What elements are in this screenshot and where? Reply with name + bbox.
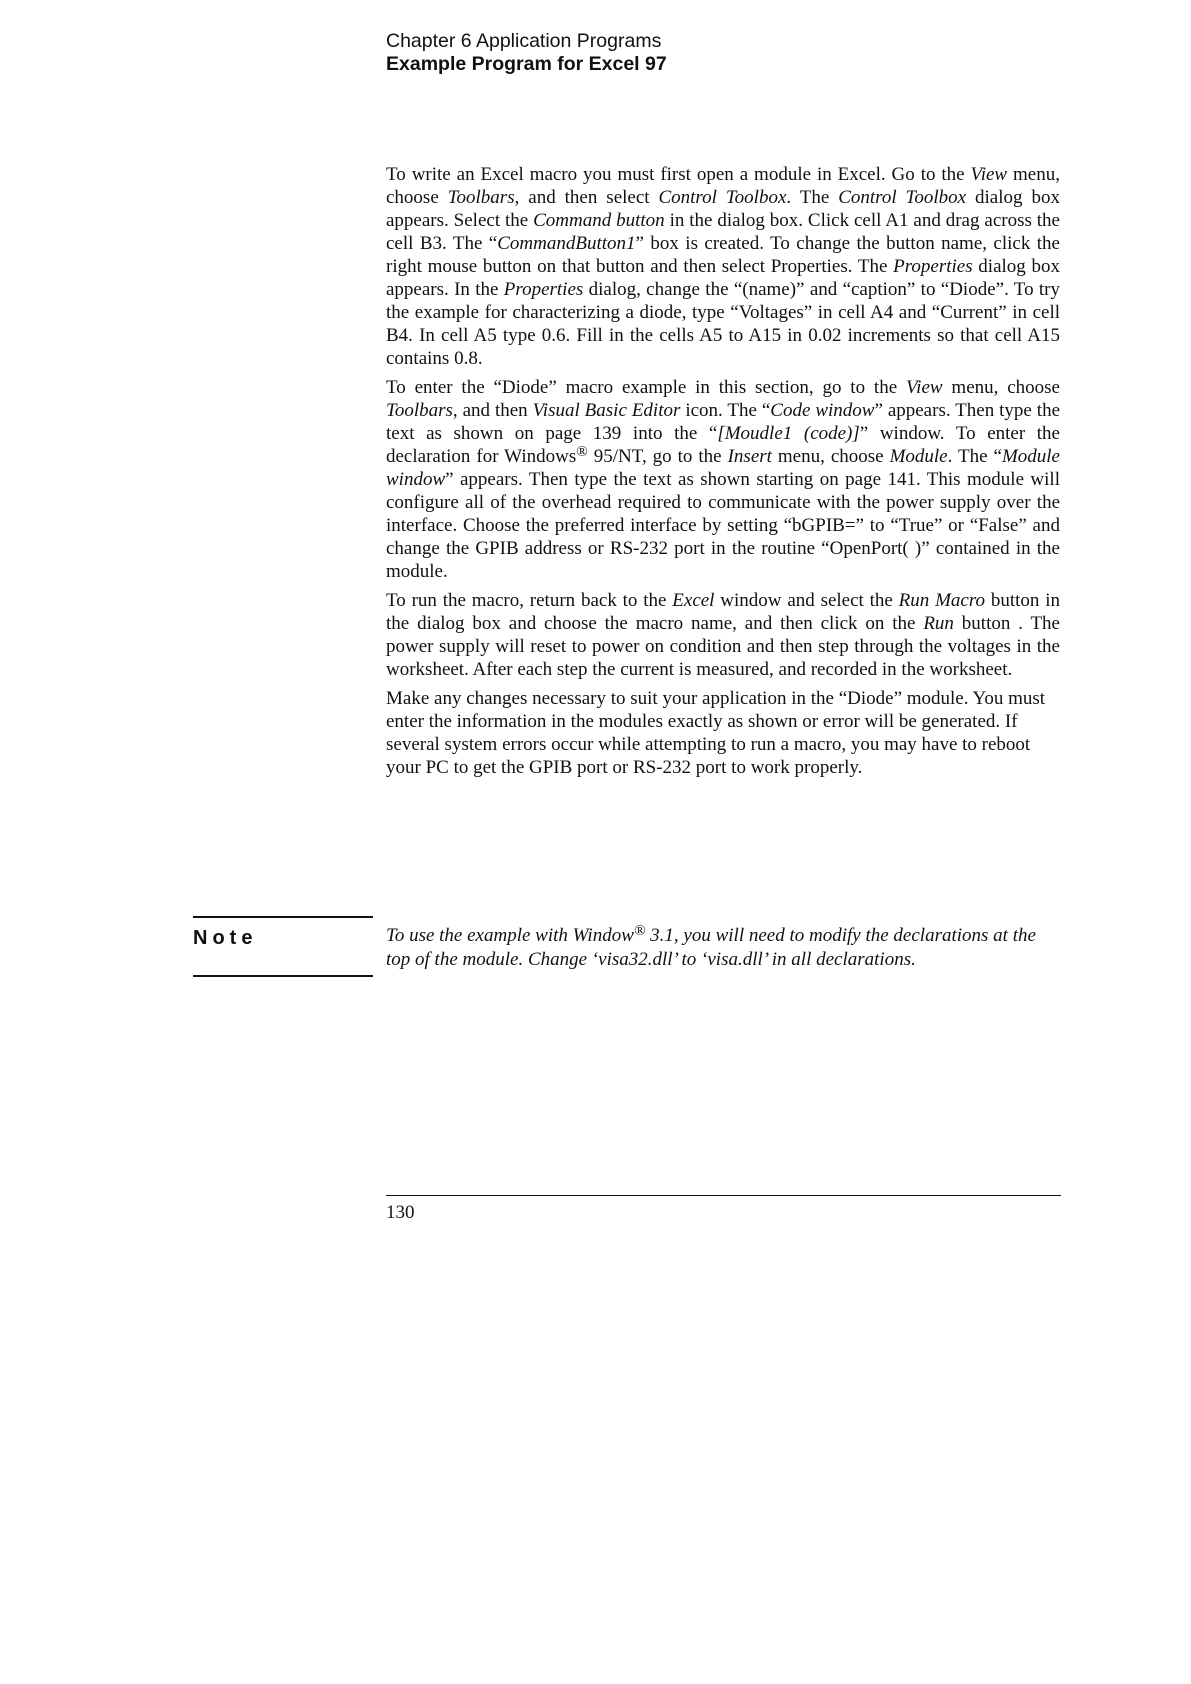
text-run: , and then select (514, 187, 659, 208)
page-number: 130 (386, 1202, 415, 1223)
note-text (386, 924, 1060, 972)
italic-term: Visual Basic Editor (532, 400, 681, 421)
italic-term: [Moudle1 (code)] (717, 423, 860, 444)
text-run: ” appears. Then type the text as shown on page 139 into the “ (386, 400, 1061, 444)
italic-term: Toolbars (386, 400, 453, 421)
italic-term: Properties (893, 256, 973, 277)
italic-term: Toolbars (447, 187, 515, 208)
italic-term: Run (923, 613, 954, 634)
chapter-title: Chapter 6 Application Programs (386, 30, 662, 52)
italic-term: Control Toolbox (658, 187, 787, 208)
text-run: , and then (452, 400, 533, 421)
text-run: menu, choose (771, 446, 890, 467)
italic-term: Insert (727, 446, 772, 467)
text-run: To use the example with Window (386, 925, 634, 946)
italic-term: Control Toolbox (838, 187, 967, 208)
body-text (386, 163, 1060, 785)
text-run: . The (786, 187, 839, 208)
note-rule-bottom (193, 975, 373, 977)
text-run: To write an Excel macro you must first open a module in Excel. Go to the (386, 164, 971, 185)
italic-term: Properties (503, 279, 584, 300)
italic-term: Module (889, 446, 948, 467)
italic-term: Code window (770, 400, 875, 421)
footer-rule (386, 1195, 1061, 1196)
text-run: in the dialog box. Click cell A1 and drag across the cell B3. The “ (386, 210, 1060, 254)
registered-mark: ® (633, 922, 646, 940)
paragraph-open-module (386, 163, 1060, 370)
italic-term: Run Macro (898, 590, 986, 611)
text-run: ” appears. Then type the text as shown starting on page 141. This module will configure all of the overhead required to communicate with the power supply over the interface. Choose the preferred interface by setting “bGPIB=” to “True” or “False” and change the GPIB address or RS-232 port in the routine “OpenPort( )” contained in the module. (386, 469, 1060, 582)
text-run: Make any changes necessary to suit your application in the “Diode” module. You must enter the information in the modules exactly as shown or error will be generated. If several system errors occur while attempting to run a macro, you may have to reboot your PC to get the GPIB port or RS-232 port to work properly. (386, 688, 1046, 778)
paragraph-enter-macro (386, 376, 1060, 583)
text-run: dialog, change the “(name)” and “caption” to “Diode”. To try the example for characterizing a diode, type “Voltages” in cell A4 and “Current” in cell B4. In cell A5 type 0.6. Fill in the cells A5 to A15 in 0.02 increments so that cell A15 contains 0.8. (386, 279, 1061, 369)
note-rule-top (193, 916, 373, 918)
section-title: Example Program for Excel 97 (386, 53, 667, 75)
italic-term: View (970, 164, 1008, 185)
text-run: menu, choose (386, 164, 1060, 208)
text-run: menu, choose (942, 377, 1060, 398)
italic-term: CommandButton1 (497, 233, 636, 254)
running-header (386, 30, 667, 76)
text-run: To run the macro, return back to the (386, 590, 673, 611)
text-run: dialog box appears. Select the (386, 187, 1060, 231)
text-run: window and select the (714, 590, 899, 611)
registered-mark: ® (576, 443, 588, 461)
text-run: To enter the “Diode” macro example in this section, go to the (386, 377, 906, 398)
paragraph-make-changes (386, 687, 1060, 779)
note-label: Note (193, 927, 258, 949)
text-run: 95/NT, go to the (587, 446, 728, 467)
text-run: ” window. To enter the declaration for Windows (386, 423, 1060, 467)
italic-term: Excel (672, 590, 715, 611)
italic-term: View (905, 377, 943, 398)
text-run: 3.1, you will need to modify the declarations at the top of the module. Change ‘visa32.dll’ to ‘visa.dll’ in all declarations. (386, 925, 1036, 970)
italic-term: Module window (386, 446, 1060, 490)
italic-term: Command button (533, 210, 665, 231)
text-run: ” box is created. To change the button name, click the right mouse button on that button and then select Properties. The (386, 233, 1060, 277)
text-run: . The “ (947, 446, 1002, 467)
text-run: icon. The “ (680, 400, 771, 421)
text-run: button . The power supply will reset to power on condition and then step through the voltages in the worksheet. After each step the current is measured, and recorded in the worksheet. (386, 613, 1060, 680)
text-run: button in the dialog box and choose the macro name, and then click on the (386, 590, 1060, 634)
text-run: dialog box appears. In the (386, 256, 1060, 300)
paragraph-run-macro (386, 589, 1060, 681)
